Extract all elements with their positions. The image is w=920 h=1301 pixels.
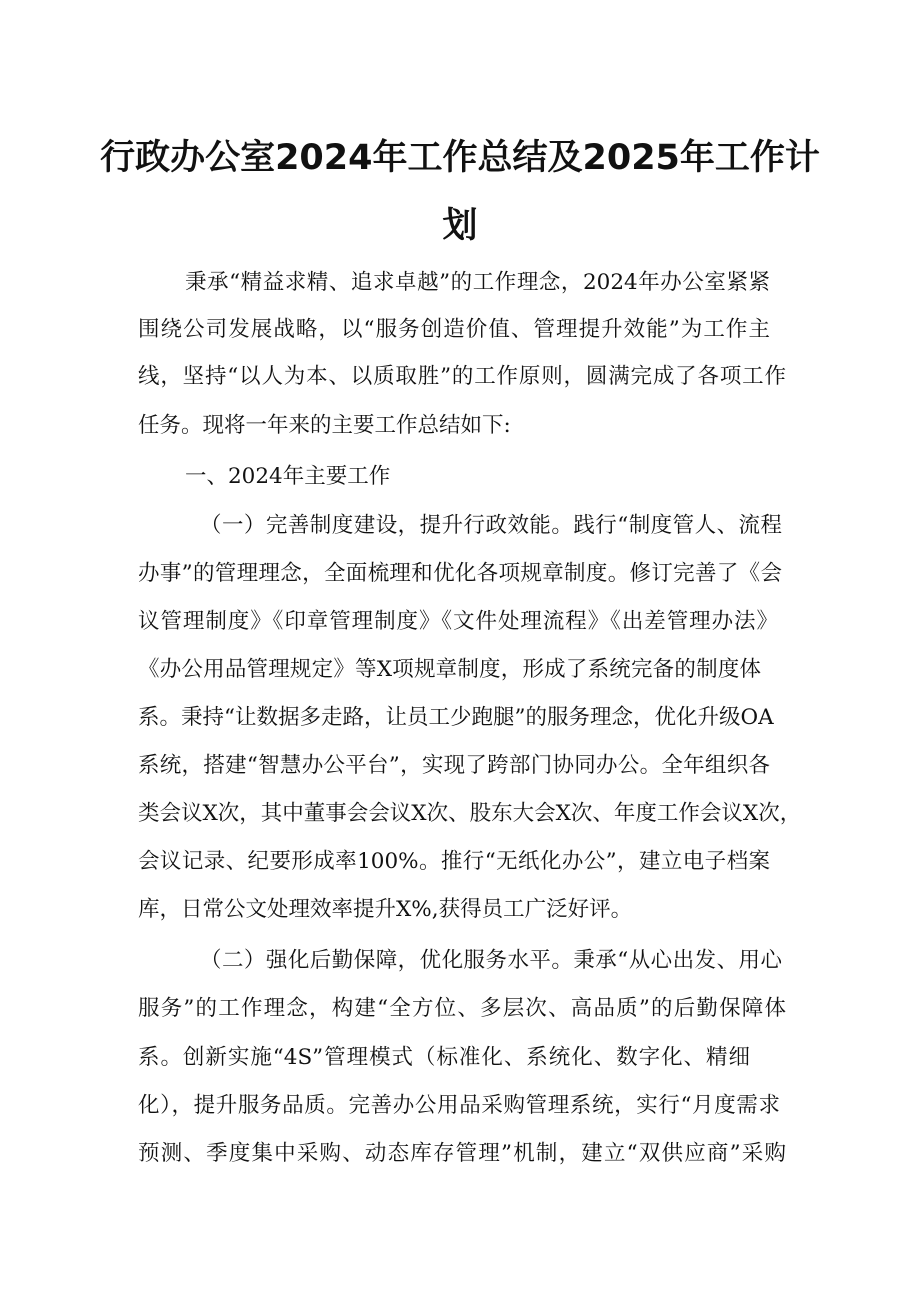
paragraph-line: 类会议X次，其中董事会会议X次、股东大会X次、年度工作会议X次， <box>138 801 802 826</box>
paragraph-line: 办事”的管理理念，全面梳理和优化各项规章制度。修订完善了《会 <box>138 561 782 586</box>
paragraph-line: 系统，搭建“智慧办公平台”，实现了跨部门协同办公。全年组织各 <box>138 753 770 778</box>
paragraph-line: 系。创新实施“4S”管理模式（标准化、系统化、数字化、精细 <box>138 1045 750 1070</box>
paragraph-line: 任务。现将一年来的主要工作总结如下: <box>138 413 511 438</box>
paragraph-line: 预测、季度集中采购、动态库存管理”机制，建立“双供应商”采购 <box>138 1141 786 1166</box>
paragraph-line: 会议记录、纪要形成率100%。推行“无纸化办公”，建立电子档案 <box>138 849 770 874</box>
paragraph-line: 围绕公司发展战略，以“服务创造价值、管理提升效能”为工作主 <box>138 317 770 342</box>
paragraph-line: 化），提升服务品质。完善办公用品采购管理系统，实行“月度需求 <box>138 1093 780 1118</box>
paragraph-line: 库，日常公文处理效率提升X%,获得员工广泛好评。 <box>138 897 633 922</box>
paragraph-line: 线，坚持“以人为本、以质取胜”的工作原则，圆满完成了各项工作 <box>138 364 786 389</box>
paragraph-line: （二）强化后勤保障，优化服务水平。秉承“从心出发、用心 <box>200 948 782 973</box>
document-title-line-2: 划 <box>442 206 478 246</box>
paragraph-line: （一）完善制度建设，提升行政效能。践行“制度管人、流程 <box>200 513 782 538</box>
document-title-line-1: 行政办公室2024年工作总结及2025年工作计 <box>100 138 820 178</box>
paragraph-line: 系。秉持“让数据多走路，让员工少跑腿”的服务理念，优化升级OA <box>138 705 774 730</box>
section-heading: 一、2024年主要工作 <box>185 464 391 489</box>
paragraph-line: 服务”的工作理念，构建“全方位、多层次、高品质”的后勤保障体 <box>138 996 786 1021</box>
paragraph-line: 《办公用品管理规定》等X项规章制度，形成了系统完备的制度体 <box>138 657 761 682</box>
paragraph-line: 议管理制度》《印章管理制度》《文件处理流程》《出差管理办法》 <box>138 609 778 634</box>
paragraph-line: 秉承“精益求精、追求卓越”的工作理念，2024年办公室紧紧 <box>185 270 770 295</box>
